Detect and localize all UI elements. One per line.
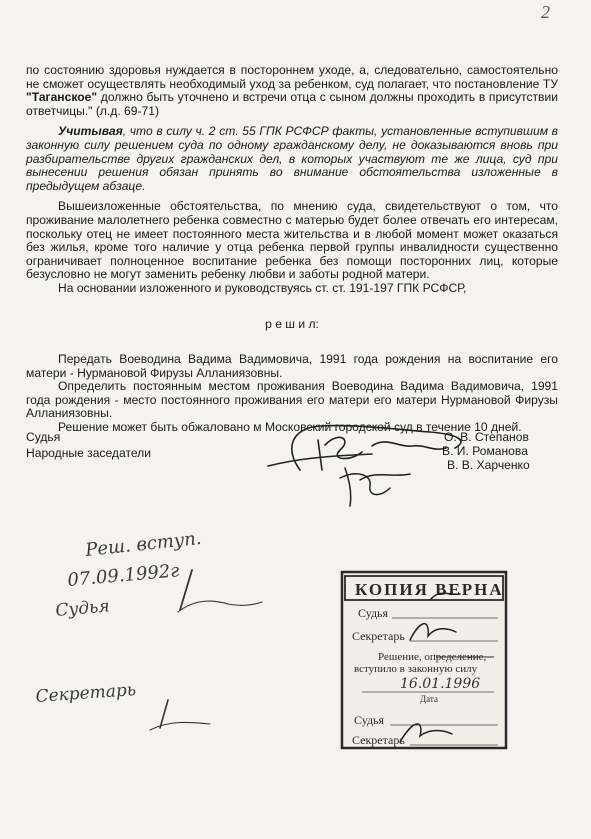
handwritten-note-line-1: Реш. вступ.	[84, 527, 203, 561]
stamp-secretary-label: Секретарь	[352, 629, 405, 643]
handwritten-note-date: 07.09.1992г	[66, 560, 181, 591]
judge-signature	[268, 426, 461, 470]
stamp-date-label: Дата	[420, 694, 438, 704]
assessor-name-2: В. В. Харченко	[447, 458, 530, 472]
paragraph-considering: Учитывая, что в силу ч. 2 ст. 55 ГПК РСФСР факты, установленные вступившим в законную силу решением суда по одному гражданскому делу, не доказываются вновь при разбирательстве других гражданских дел, в которых участвуют те же лица, суд при вынесении решения обязан принять во внимание обстоятельства изложенные в предыдущем абзаце.	[26, 124, 558, 193]
stamp-judge-label: Судья	[358, 606, 389, 620]
page-number: 2	[541, 2, 550, 22]
assessors-label: Народные заседатели	[26, 446, 151, 460]
handwritten-note-secretary: Секретарь	[34, 680, 137, 707]
handwritten-note-judge: Судья	[54, 596, 111, 621]
stamp-decision-line-2: вступило в законную силу	[354, 663, 478, 675]
resolved-heading: р е ш и л:	[265, 316, 319, 331]
stamp-secretary-label-2: Секретарь	[352, 733, 405, 747]
paragraph-health: по состоянию здоровья нуждается в постороннем уходе, а, следовательно, самостоятельно не сможет осуществлять необходимый уход за ребенком, суд полагает, что постановление ТУ "Таганское" должно быть уточнено и встречи отца с сыном должны проходить в присутствии ответчицы." (л.д. 69-71)	[26, 63, 558, 118]
stamp-judge-label-2: Судья	[354, 713, 385, 727]
paragraph-transfer: Передать Воеводина Вадима Вадимовича, 1991 года рождения на воспитание его матери - Нурмановой Фирузы Алланиязовны.	[26, 352, 558, 380]
paragraph-appeal: Решение может быть обжаловано м Московский городской суд в течение 10 дней.	[58, 420, 522, 435]
paragraph-circumstances: Вышеизложенные обстоятельства, по мнению суда, свидетельствуют о том, что проживание малолетнего ребенка совместно с матерью будет более отвечать его интересам, поскольку отец не имеет постоянного места жительства и в любой момент может оказаться без жилья, кроме того наличие у отца ребенка первой группы инвалидности существенно ограничивает полноценное воспитание ребенка без помощи посторонних лиц, которые безусловно не могут заменить ребенку любви и заботы родной матери.	[26, 199, 558, 282]
assessor-signature	[340, 468, 410, 506]
assessor-name-1: В. И. Романова	[442, 444, 528, 458]
copy-verified-stamp	[338, 570, 508, 750]
stamp-date-value: 16.01.1996	[400, 676, 481, 692]
paragraph-legal-basis: На основании изложенного и руководствуясь ст. ст. 191-197 ГПК РСФСР,	[58, 280, 467, 295]
judge-label: Судья	[26, 430, 61, 444]
judge-name: О. В. Степанов	[444, 430, 529, 444]
stamp-decision-line-1: Решение, определение,	[378, 651, 487, 663]
stamp-title: КОПИЯ ВЕРНА	[355, 580, 504, 599]
paragraph-residence: Определить постоянным местом проживания Воеводина Вадима Вадимовича, 1991 года рождения - место постоянного проживания его матери его матери Нурмановой Фирузы Алланиязовны.	[26, 379, 558, 421]
handwritten-notes	[150, 570, 262, 730]
